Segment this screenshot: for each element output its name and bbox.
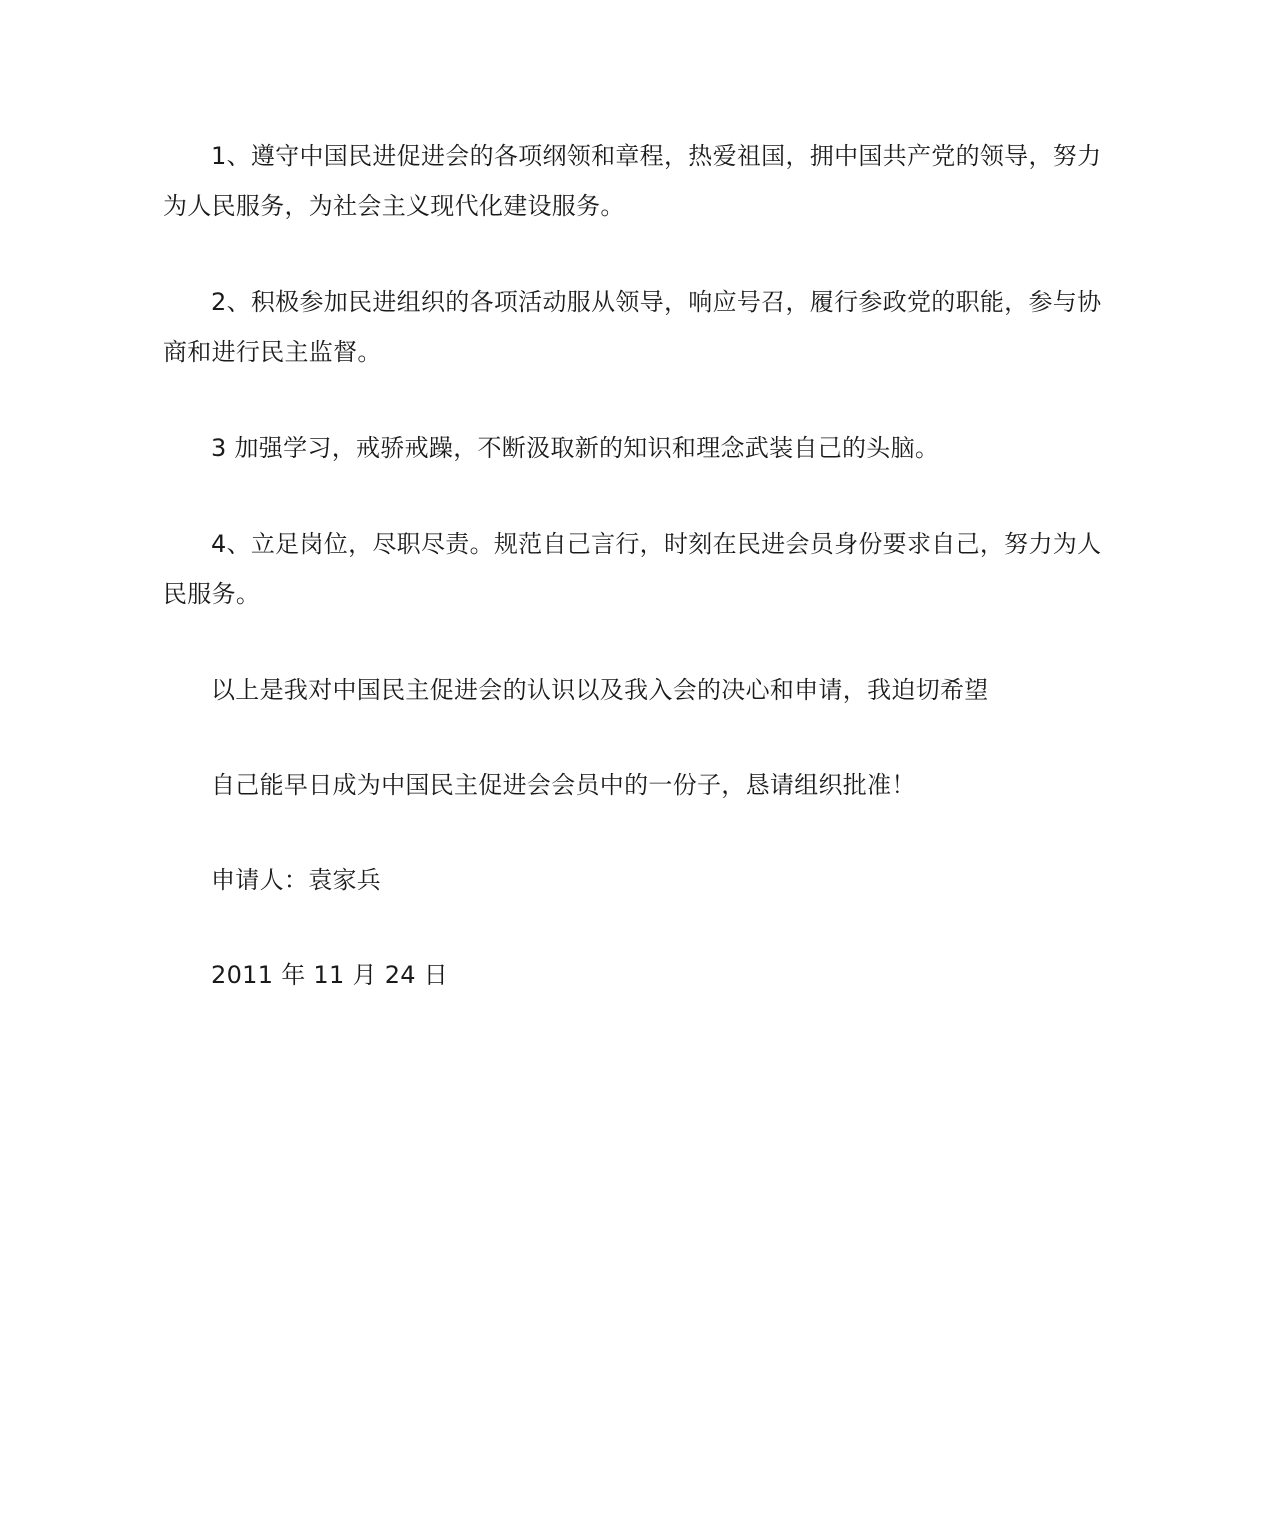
paragraph-item-3: 3 加强学习，戒骄戒躁，不断汲取新的知识和理念武装自己的头脑。	[211, 434, 940, 462]
document-body	[163, 131, 1121, 1000]
paragraph-item-2: 2、积极参加民进组织的各项活动服从领导，响应号召，履行参政党的职能，参与协商和进行民主监督。	[163, 288, 1102, 366]
closing-line-2: 自己能早日成为中国民主促进会会员中的一份子，恳请组织批准！	[211, 771, 916, 799]
paragraph-item-1: 1、遵守中国民进促进会的各项纲领和章程，热爱祖国，拥中国共产党的领导，努力为人民服务，为社会主义现代化建设服务。	[163, 142, 1102, 220]
applicant-signature: 申请人：袁家兵	[211, 866, 382, 894]
closing-line-1: 以上是我对中国民主促进会的认识以及我入会的决心和申请，我迫切希望	[211, 676, 989, 704]
application-date: 2011 年 11 月 24 日	[211, 961, 449, 989]
paragraph-item-4: 4、立足岗位，尽职尽责。规范自己言行，时刻在民进会员身份要求自己，努力为人民服务。	[163, 530, 1102, 608]
